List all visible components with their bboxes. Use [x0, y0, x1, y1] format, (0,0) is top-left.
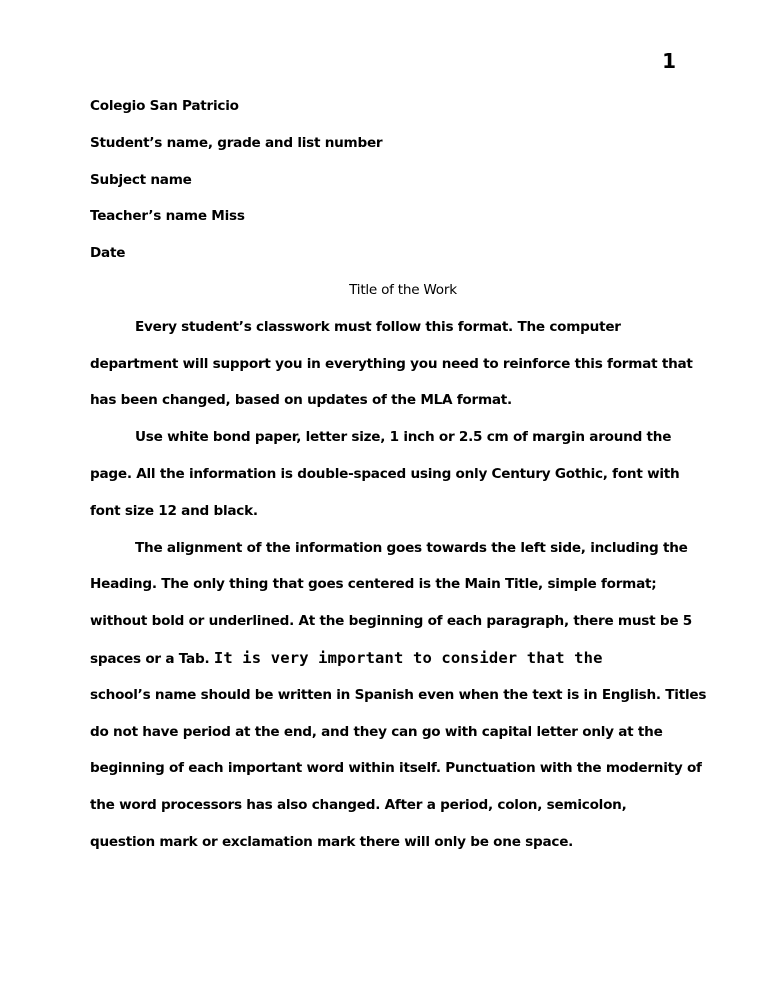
paragraph-2	[90, 419, 690, 529]
mixed-line-monospace-text: It is very important to consider that the	[213, 648, 603, 667]
heading-teacher: Teacher’s name Miss	[90, 208, 245, 225]
paragraph-line-mixed	[90, 640, 690, 677]
paragraph-line: page. All the information is double-spaced using only Century Gothic, font with	[90, 465, 680, 482]
paragraph-line: without bold or underlined. At the beginning of each paragraph, there must be 5	[90, 613, 692, 630]
heading-date: Date	[90, 245, 126, 262]
paragraph-3	[90, 530, 707, 861]
paragraph-line: beginning of each important word within itself. Punctuation with the modernity of	[90, 760, 702, 777]
mixed-line-normal-text: spaces or a Tab.	[90, 650, 214, 667]
paragraph-line: Use white bond paper, letter size, 1 inch or 2.5 cm of margin around the	[135, 429, 672, 446]
paragraph-line: The alignment of the information goes towards the left side, including the	[135, 539, 688, 556]
paragraph-1	[90, 309, 693, 419]
paragraph-line: department will support you in everything you need to reinforce this format that	[90, 355, 693, 372]
paragraph-line: school’s name should be written in Spanish even when the text is in English. Titles	[90, 686, 707, 703]
paragraph-line: do not have period at the end, and they can go with capital letter only at the	[90, 723, 663, 740]
document-body	[90, 88, 707, 861]
heading-school: Colegio San Patricio	[90, 98, 239, 114]
heading-student: Student’s name, grade and list number	[90, 134, 383, 151]
paragraph-line: Every student’s classwork must follow this format. The computer	[135, 318, 621, 335]
paragraph-line: Heading. The only thing that goes centered is the Main Title, simple format;	[90, 576, 657, 593]
document-title: Title of the Work	[349, 281, 457, 298]
paragraph-line: font size 12 and black.	[90, 502, 258, 519]
paragraph-line: question mark or exclamation mark there will only be one space.	[90, 833, 574, 850]
paragraph-line: has been changed, based on updates of the MLA format.	[90, 392, 512, 409]
page-number: 1	[662, 49, 676, 73]
paragraph-line: the word processors has also changed. After a period, colon, semicolon,	[90, 797, 627, 814]
heading-subject: Subject name	[90, 171, 192, 188]
